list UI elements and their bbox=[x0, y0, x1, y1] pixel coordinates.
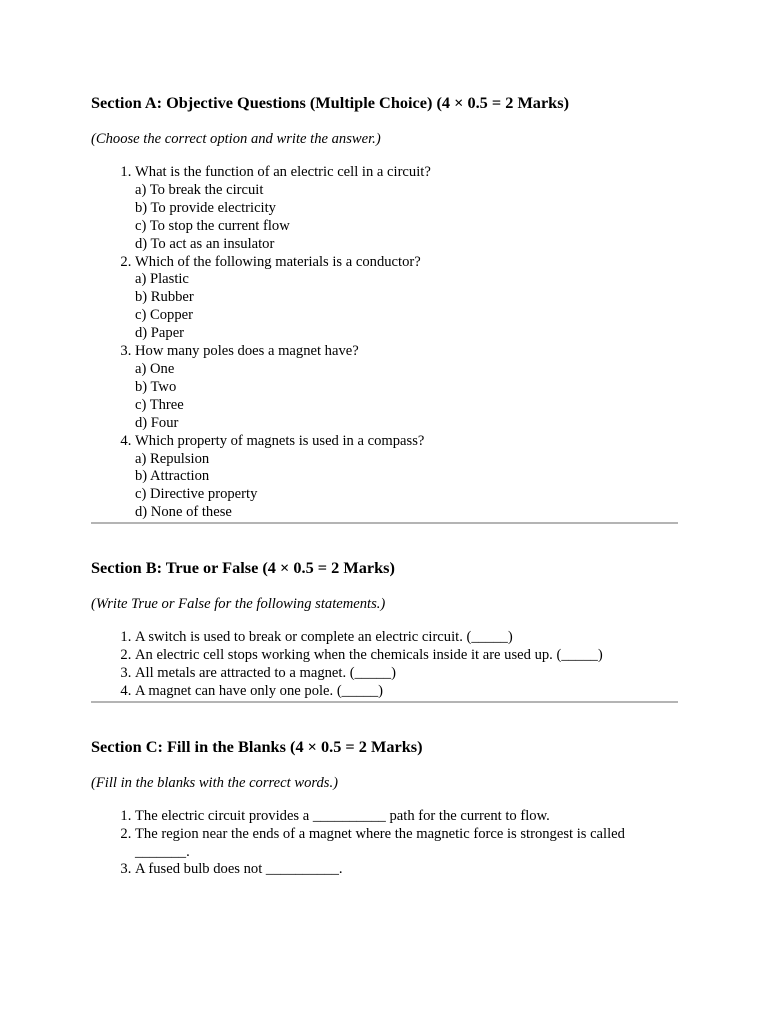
answer-option: c) Directive property bbox=[135, 486, 258, 503]
question-text: Which of the following materials is a conductor? bbox=[135, 253, 421, 270]
answer-option: a) Plastic bbox=[135, 271, 189, 288]
question-item bbox=[135, 343, 678, 433]
question-text: Which property of magnets is used in a compass? bbox=[135, 432, 425, 449]
section-c-instruction: (Fill in the blanks with the correct words.) bbox=[91, 774, 338, 791]
section-b-statement-list bbox=[91, 629, 678, 701]
question-text: How many poles does a magnet have? bbox=[135, 343, 359, 360]
answer-option: b) To provide electricity bbox=[135, 199, 276, 216]
worksheet-content bbox=[91, 92, 678, 879]
section-b bbox=[91, 557, 678, 701]
section-b-title: Section B: True or False (4 × 0.5 = 2 Marks) bbox=[91, 558, 395, 578]
answer-option: c) Three bbox=[135, 396, 184, 413]
answer-option: b) Two bbox=[135, 378, 177, 395]
answer-option: a) To break the circuit bbox=[135, 181, 264, 198]
question-item bbox=[135, 164, 678, 254]
question-text: What is the function of an electric cell in a circuit? bbox=[135, 164, 431, 180]
answer-option: a) One bbox=[135, 360, 175, 377]
answer-option: d) None of these bbox=[135, 504, 232, 521]
blank-item: 1. The electric circuit provides a __________ path for the current to flow. bbox=[135, 808, 678, 826]
question-item bbox=[135, 254, 678, 344]
section-a-title: Section A: Objective Questions (Multiple Choice) (4 × 0.5 = 2 Marks) bbox=[91, 93, 569, 112]
blank-item: 3. A fused bulb does not __________. bbox=[135, 861, 678, 879]
question-item bbox=[135, 433, 678, 523]
answer-option: c) To stop the current flow bbox=[135, 217, 290, 234]
statement-item: 4. A magnet can have only one pole. (_____) bbox=[135, 683, 678, 701]
section-a-instruction: (Choose the correct option and write the answer.) bbox=[91, 131, 381, 147]
section-a-question-list bbox=[91, 164, 678, 522]
section-divider bbox=[91, 522, 678, 524]
section-c-blank-list bbox=[91, 808, 678, 880]
answer-option: d) To act as an insulator bbox=[135, 235, 275, 252]
answer-option: c) Copper bbox=[135, 307, 193, 324]
blank-item: 2. The region near the ends of a magnet where the magnetic force is strongest is called _______. bbox=[135, 826, 678, 862]
section-c bbox=[91, 736, 678, 880]
answer-option: b) Attraction bbox=[135, 468, 210, 485]
section-a bbox=[91, 92, 678, 522]
statement-item: 2. An electric cell stops working when the chemicals inside it are used up. (_____) bbox=[135, 647, 678, 665]
answer-option: d) Paper bbox=[135, 325, 185, 342]
statement-item: 3. All metals are attracted to a magnet. (_____) bbox=[135, 665, 678, 683]
answer-option: b) Rubber bbox=[135, 289, 194, 306]
section-divider bbox=[91, 701, 678, 703]
statement-item: 1. A switch is used to break or complete an electric circuit. (_____) bbox=[135, 629, 678, 647]
answer-option: d) Four bbox=[135, 414, 179, 431]
section-c-title: Section C: Fill in the Blanks (4 × 0.5 = 2 Marks) bbox=[91, 736, 423, 756]
answer-option: a) Repulsion bbox=[135, 450, 210, 467]
section-b-instruction: (Write True or False for the following statements.) bbox=[91, 596, 386, 613]
